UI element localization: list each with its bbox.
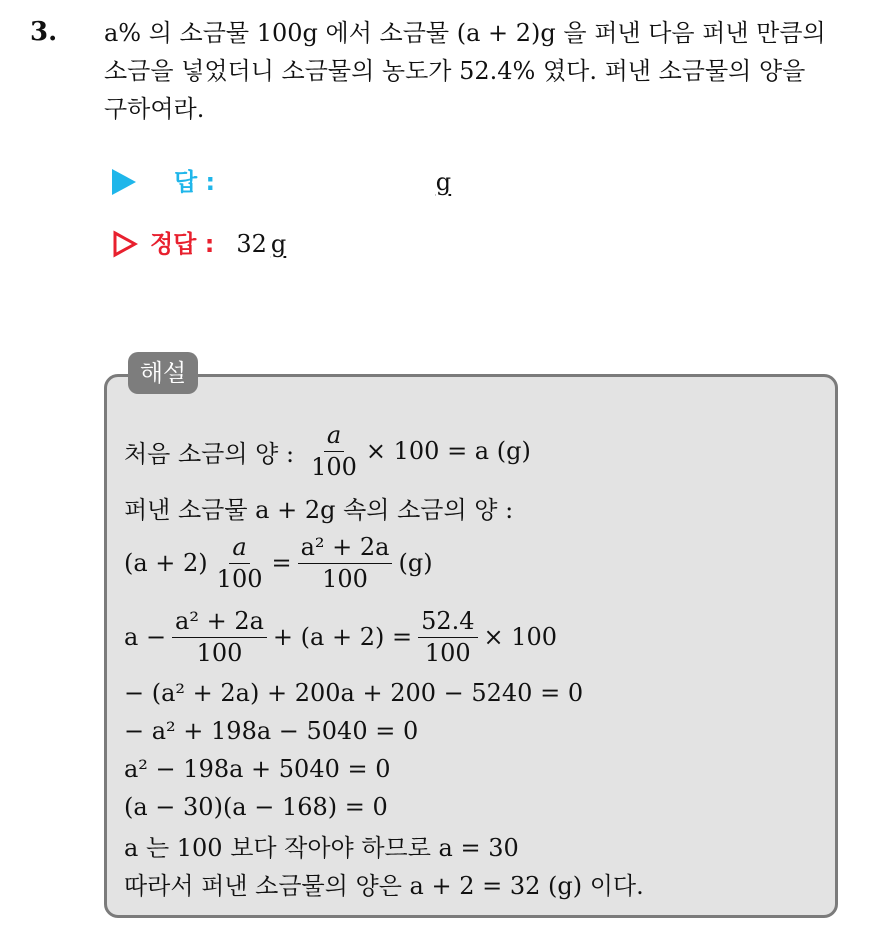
answer-row <box>112 166 451 198</box>
explanation-content <box>124 414 824 902</box>
explanation-line-4-tail: × 100 <box>483 623 558 651</box>
explanation-line-2: 퍼낸 소금물 a + 2g 속의 소금의 양 : <box>124 495 514 524</box>
answer-label: 답 : <box>174 168 216 196</box>
explanation-line-3 <box>124 526 824 600</box>
explanation-line-5: − (a² + 2a) + 200a + 200 − 5240 = 0 <box>124 679 584 707</box>
explanation-line-4-mid: + (a + 2) = <box>272 623 413 651</box>
fraction-numerator: a <box>324 422 344 451</box>
explanation-line-10: 따라서 퍼낸 소금물의 양은 a + 2 = 32 (g) 이다. <box>124 871 644 900</box>
explanation-line-9: a 는 100 보다 작아야 하므로 a = 30 <box>124 833 519 862</box>
explanation-line-1-tail: × 100 = a (g) <box>365 437 531 465</box>
fraction <box>214 534 266 592</box>
fraction-numerator: a² + 2a <box>172 608 267 637</box>
explanation-line-4-lead: a − <box>124 623 167 651</box>
correct-answer-unit: g <box>270 230 287 258</box>
play-icon <box>112 169 136 195</box>
problem-number: 3. <box>30 17 58 47</box>
fraction-numerator: 52.4 <box>418 608 477 637</box>
fraction <box>172 608 267 666</box>
fraction-denominator: 100 <box>216 564 263 593</box>
problem-line-1: a% 의 소금물 100g 에서 소금물 (a + 2)g 을 퍼낸 다음 퍼낸 만큼의 <box>104 19 826 47</box>
fraction <box>418 608 477 666</box>
fraction <box>308 422 360 480</box>
play-outline-icon <box>112 230 138 258</box>
explanation-line-4 <box>124 600 824 674</box>
explanation-line-6: − a² + 198a − 5040 = 0 <box>124 717 419 745</box>
fraction-denominator: 100 <box>311 452 357 481</box>
explanation-line-7: a² − 198a + 5040 = 0 <box>124 755 391 783</box>
explanation-tag: 해설 <box>128 352 198 394</box>
problem-line-3: 구하여라. <box>104 95 205 123</box>
answer-blank[interactable]: g <box>435 168 452 196</box>
problem-text <box>104 14 864 128</box>
problem-line-2: 소금을 넣었더니 소금물의 농도가 52.4% 였다. 퍼낸 소금물의 양을 <box>104 57 806 85</box>
explanation-line-8: (a − 30)(a − 168) = 0 <box>124 793 388 821</box>
explanation-line-1-text: 처음 소금의 양 : <box>124 439 295 468</box>
explanation-line-3-tail: (g) <box>398 549 433 577</box>
explanation-line-1 <box>124 414 824 488</box>
fraction-numerator: a² + 2a <box>298 534 393 563</box>
correct-answer-value: 32 <box>236 230 267 258</box>
correct-answer-label: 정답 : <box>150 230 215 258</box>
fraction-denominator: 100 <box>196 638 243 667</box>
fraction-denominator: 100 <box>424 638 471 667</box>
explanation-line-3-lead: (a + 2) <box>124 549 208 577</box>
fraction-denominator: 100 <box>322 564 368 593</box>
equals-sign: = <box>271 549 292 577</box>
correct-answer-row <box>112 228 286 260</box>
fraction-numerator: a <box>229 534 249 563</box>
fraction <box>298 534 393 592</box>
